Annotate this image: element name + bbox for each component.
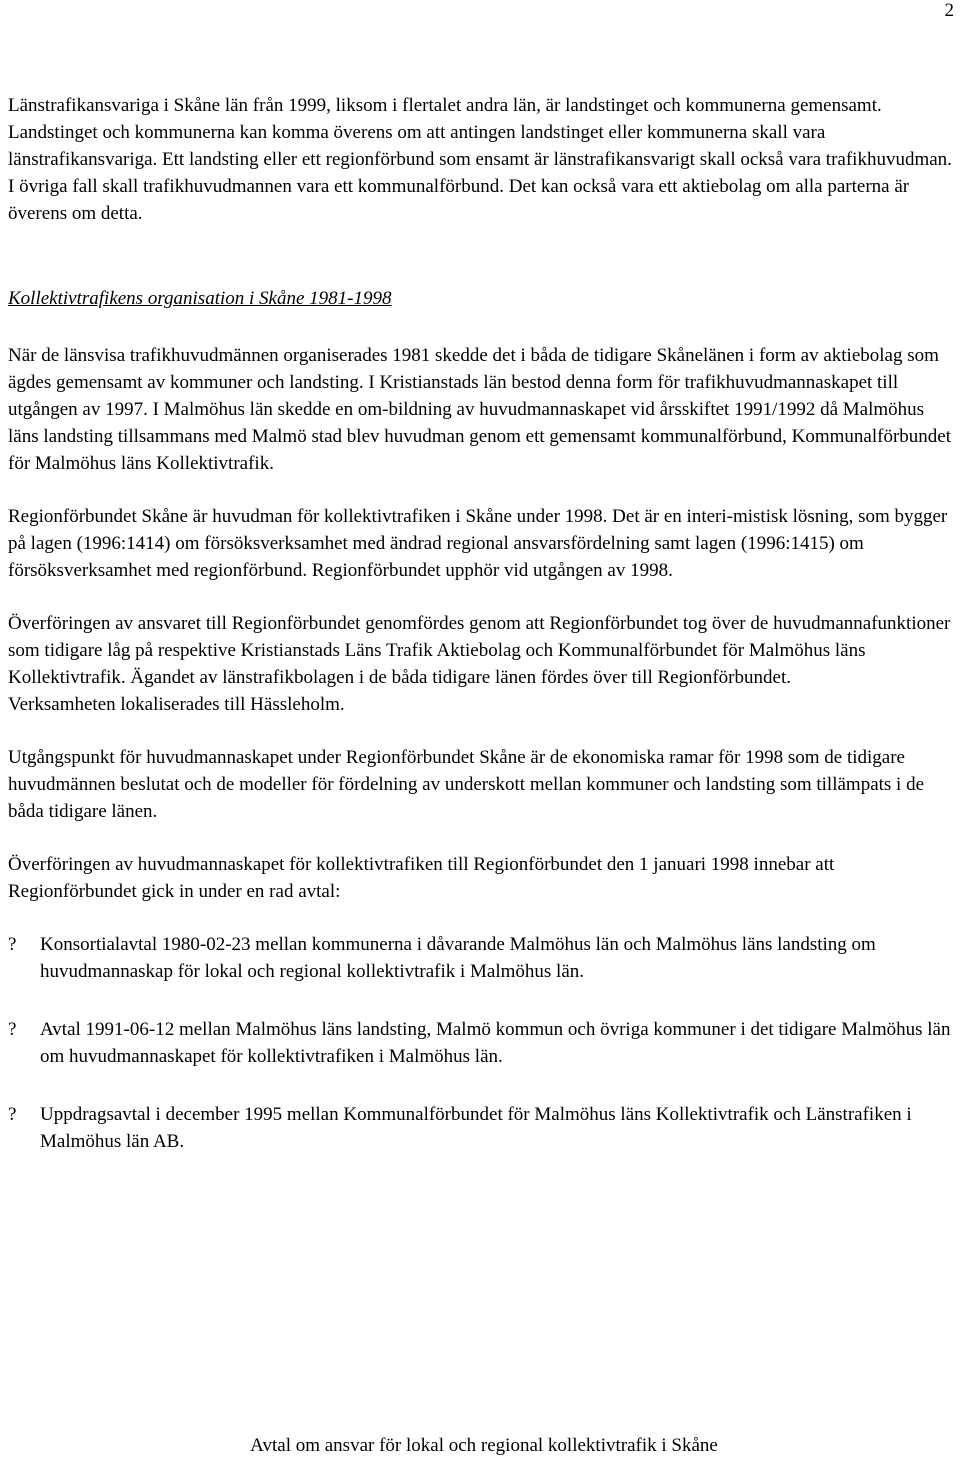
- page-number: 2: [944, 0, 954, 21]
- section-heading: Kollektivtrafikens organisation i Skåne 1981-1998: [8, 288, 392, 309]
- list-item-text: Uppdragsavtal i december 1995 mellan Kommunalförbundet för Malmöhus läns Kollektivtrafik och Länstrafiken i Malmöhus län AB.: [40, 1104, 912, 1152]
- document-body: [8, 92, 956, 1186]
- list-item: [8, 1016, 956, 1070]
- paragraph-overforing-huvudmannaskap: Överföringen av huvudmannaskapet för kollektivtrafiken till Regionförbundet den 1 januari 1998 innebar att Regionförbundet gick in under en rad avtal:: [8, 854, 835, 902]
- list-item: [8, 931, 956, 985]
- list-item: [8, 1101, 956, 1155]
- list-item-text: Konsortialavtal 1980-02-23 mellan kommunerna i dåvarande Malmöhus län och Malmöhus läns landsting om huvudmannaskap för lokal och regional kollektivtrafik i Malmöhus län.: [40, 934, 876, 982]
- page-footer: Avtal om ansvar för lokal och regional kollektivtrafik i Skåne: [250, 1435, 718, 1456]
- paragraph-overforing-ansvar: Överföringen av ansvaret till Regionförbundet genomfördes genom att Regionförbundet tog över de huvudmannafunktioner som tidigare låg på respektive Kristianstads Läns Trafik Aktiebolag och Kommunalförbundet för Malmöhus läns Kollektivtrafik. Ägandet av länstrafikbolagen i de båda tidigare länen fördes över till Regionförbundet.: [8, 613, 951, 688]
- list-bullet: ?: [8, 1104, 17, 1125]
- paragraph-utgangspunkt: Utgångspunkt för huvudmannaskapet under Regionförbundet Skåne är de ekonomiska ramar för 1998 som de tidigare huvudmännen beslutat och de modeller för fördelning av underskott mellan kommuner och landsting som tillämpats i de båda tidigare länen.: [8, 747, 925, 822]
- list-item-text: Avtal 1991-06-12 mellan Malmöhus läns landsting, Malmö kommun och övriga kommuner i det tidigare Malmöhus län om huvudmannaskapet för kollektivtrafiken i Malmöhus län.: [40, 1019, 951, 1067]
- list-bullet: ?: [8, 1019, 17, 1040]
- paragraph-organisation: När de länsvisa trafikhuvudmännen organiserades 1981 skedde det i båda de tidigare Skånelänen i form av aktiebolag som ägdes gemensamt av kommuner och landsting. I Kristianstads län bestod denna form för trafikhuvudmannaskapet till utgången av 1997. I Malmöhus län skedde en om-bildning av huvudmannaskapet vid årsskiftet 1991/1992 då Malmöhus läns landsting tillsammans med Malmö stad blev huvudman genom ett gemensamt kommunalförbund, Kommunalförbundet för Malmöhus läns Kollektivtrafik.: [8, 345, 951, 474]
- paragraph-hassleholm: Verksamheten lokaliserades till Hässleholm.: [8, 694, 345, 715]
- list-bullet: ?: [8, 934, 17, 955]
- intro-paragraph: Länstrafikansvariga i Skåne län från 1999, liksom i flertalet andra län, är landstinget och kommunerna gemensamt. Landstinget och kommunerna kan komma överens om att antingen landstinget eller kommunerna skall vara länstrafikansvariga. Ett landsting eller ett regionförbund som ensamt är länstrafikansvarigt skall också vara trafikhuvudman. I övriga fall skall trafikhuvudmannen vara ett kommunalförbund. Det kan också vara ett aktiebolag om alla parterna är överens om detta.: [8, 95, 952, 224]
- agreement-list: [8, 931, 956, 1155]
- paragraph-regionforbundet: Regionförbundet Skåne är huvudman för kollektivtrafiken i Skåne under 1998. Det är en interi-mistisk lösning, som bygger på lagen (1996:1414) om försöksverksamhet med ändrad regional ansvarsfördelning samt lagen (1996:1415) om försöksverksamhet med regionförbund. Regionförbundet upphör vid utgången av 1998.: [8, 506, 948, 581]
